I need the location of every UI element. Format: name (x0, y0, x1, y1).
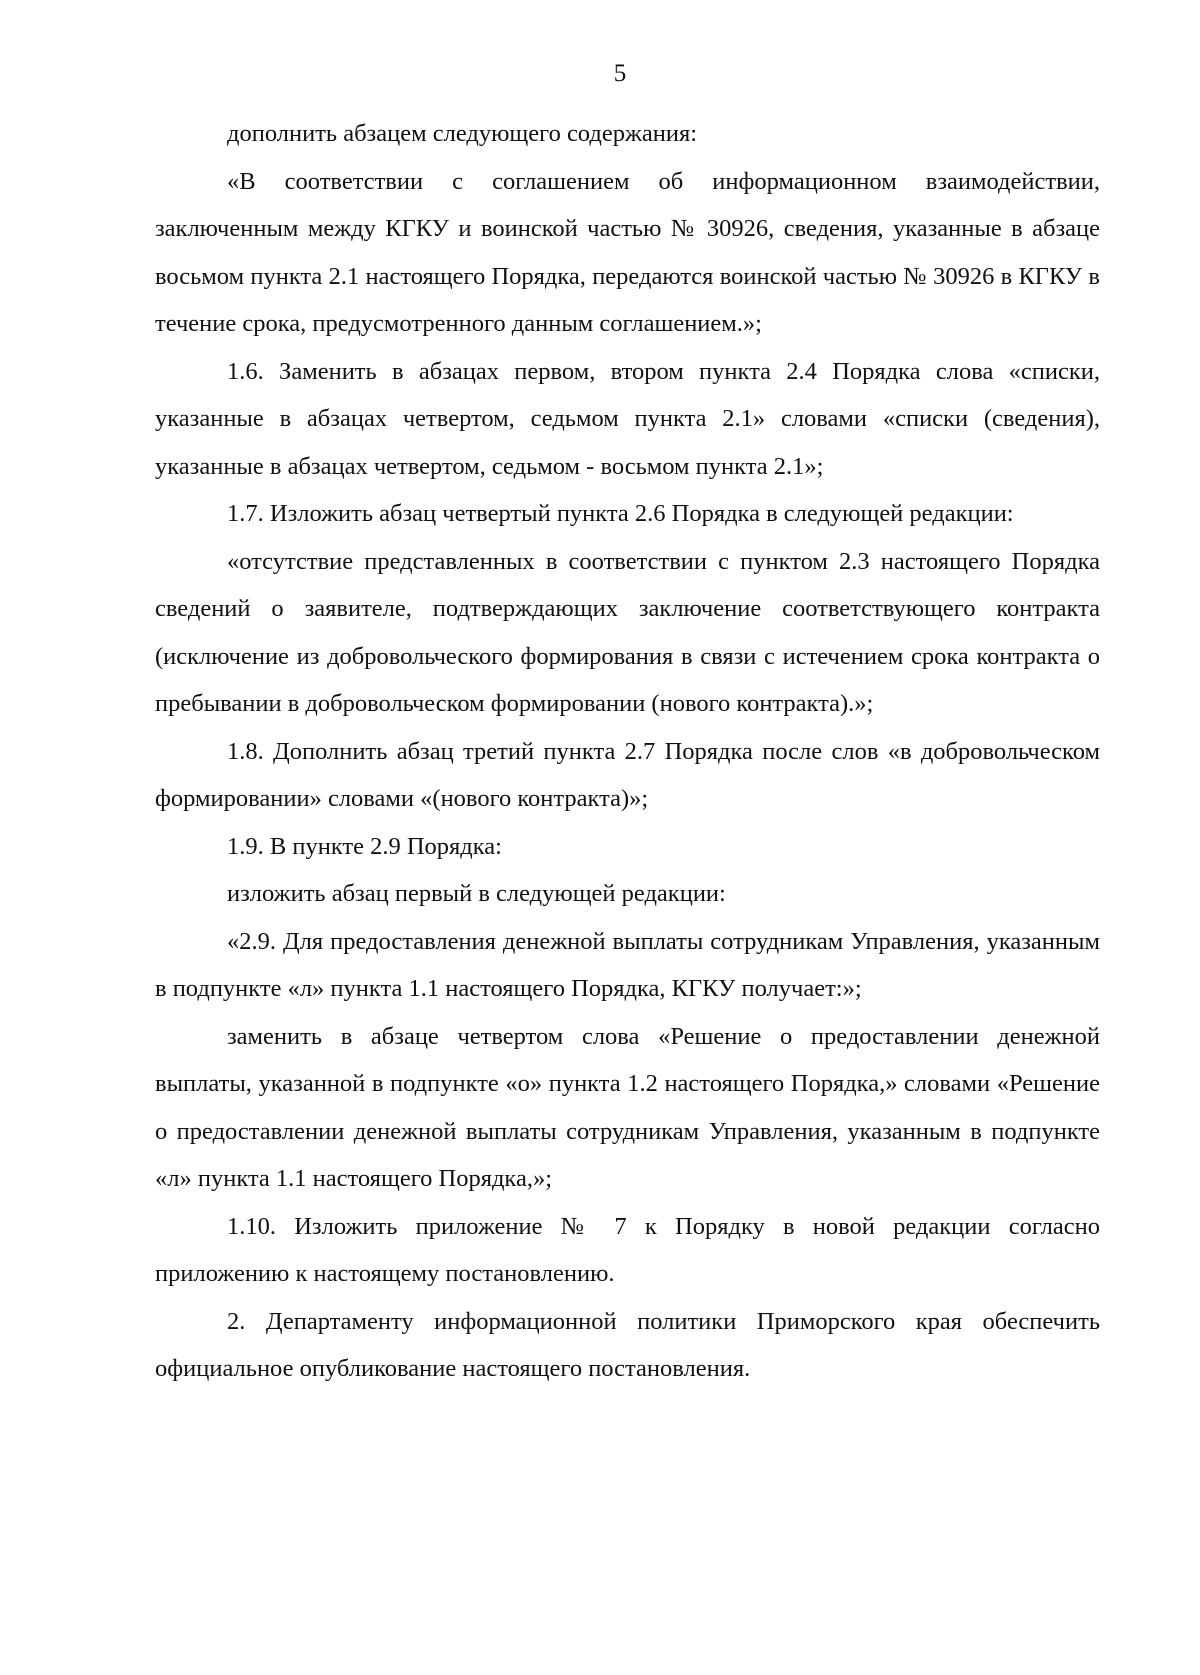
paragraph-5: «отсутствие представленных в соответствии с пунктом 2.3 настоящего Порядка сведений о заявителе, подтверждающих заключение соответствующего контракта (исключение из добровольческого формирования в связи с истечением срока контракта о пребывании в добровольческом формировании (нового контракта).»; (155, 547, 1100, 717)
paragraph-2: «В соответствии с соглашением об информационном взаимодействии, заключенным между КГКУ и воинской частью № 30926, сведения, указанные в абзаце восьмом пункта 2.1 настоящего Порядка, передаются воинской частью № 30926 в КГКУ в течение срока, предусмотренного данным соглашением.»; (155, 167, 1100, 337)
paragraph-11: 1.10. Изложить приложение № 7 к Порядку в новой редакции согласно приложению к настоящему постановлению. (155, 1212, 1100, 1287)
paragraph-6: 1.8. Дополнить абзац третий пункта 2.7 Порядка после слов «в добровольческом формировании» словами «(нового контракта)»; (155, 737, 1100, 812)
paragraph-10: заменить в абзаце четвертом слова «Решение о предоставлении денежной выплаты, указанной в подпункте «о» пункта 1.2 настоящего Порядка,» словами «Решение о предоставлении денежной выплаты сотрудникам Управления, указанным в подпункте «л» пункта 1.1 настоящего Порядка,»; (155, 1022, 1100, 1192)
paragraph-1: дополнить абзацем следующего содержания: (227, 120, 698, 147)
paragraph-9: «2.9. Для предоставления денежной выплаты сотрудникам Управления, указанным в подпункте «л» пункта 1.1 настоящего Порядка, КГКУ получает:»; (155, 927, 1100, 1002)
paragraph-8: изложить абзац первый в следующей редакции: (227, 880, 726, 907)
document-body (155, 110, 1100, 1393)
page-number: 5 (613, 60, 627, 87)
paragraph-3: 1.6. Заменить в абзацах первом, втором пункта 2.4 Порядка слова «списки, указанные в абзацах четвертом, седьмом пункта 2.1» словами «списки (сведения), указанные в абзацах четвертом, седьмом - восьмом пункта 2.1»; (155, 357, 1100, 480)
paragraph-4: 1.7. Изложить абзац четвертый пункта 2.6 Порядка в следующей редакции: (227, 500, 1014, 527)
paragraph-7: 1.9. В пункте 2.9 Порядка: (227, 832, 502, 860)
paragraph-12: 2. Департаменту информационной политики Приморского края обеспечить официальное опубликование настоящего постановления. (155, 1307, 1100, 1382)
